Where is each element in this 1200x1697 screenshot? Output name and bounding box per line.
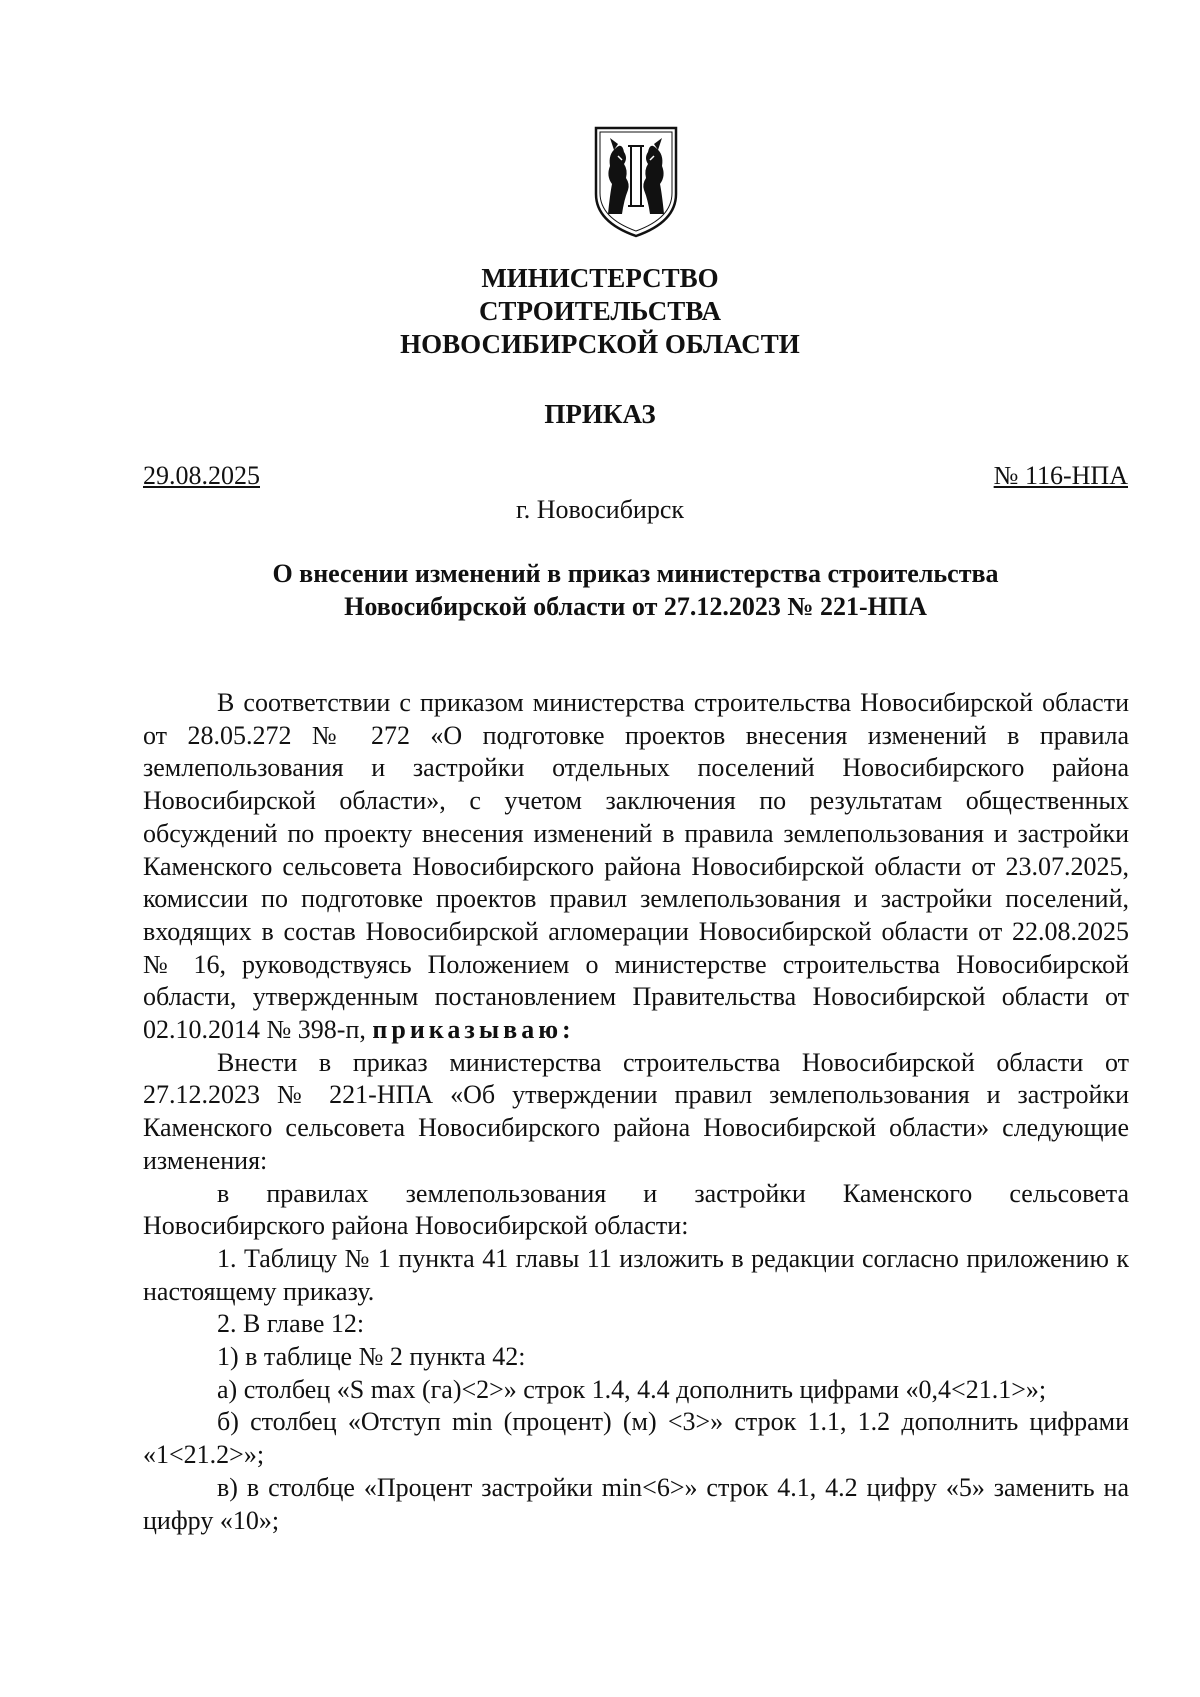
ministry-name-line-2: СТРОИТЕЛЬСТВА — [478, 296, 722, 326]
document-number: № 116-НПА — [993, 461, 1128, 490]
paragraph-subitem-b: б) столбец «Отступ min (процент) (м) <3>» строк 1.1, 1.2 дополнить цифрами «1<21.2>»; — [143, 1407, 1129, 1470]
paragraph-subitem-1: 1) в таблице № 2 пункта 42: — [217, 1342, 526, 1372]
paragraph-item-2: 2. В главе 12: — [217, 1309, 365, 1339]
paragraph-rules: в правилах землепользования и застройки Каменского сельсовета Новосибирского района Новосибирской области: — [143, 1178, 1129, 1241]
ministry-header — [0, 262, 1200, 361]
paragraph-preamble — [143, 687, 1129, 1047]
document-type: ПРИКАЗ — [544, 399, 656, 429]
document-title-line-1: О внесении изменений в приказ министерства строительства — [272, 559, 999, 588]
ministry-name-line-3: НОВОСИБИРСКОЙ ОБЛАСТИ — [400, 329, 800, 359]
preamble-text: В соответствии с приказом министерства строительства Новосибирской области от 28.05.272 № 272 «О подготовке проектов внесения изменений в правила землепользования и застройки отдельных поселений Новосибирского района Новосибирской области», с учетом заключения по результатам общественных обсуждений по проекту внесения изменений в правила землепользования и застройки Каменского сельсовета Новосибирского района Новосибирской области от 23.07.2025, комиссии по подготовке проектов правил землепользования и застройки поселений, входящих в состав Новосибирской агломерации Новосибирской области от 22.08.2025 № 16, руководствуясь Положением о министерстве строительства Новосибирской области, утвержденным постановлением Правительства Новосибирской области от 02.10.2014 № 398-п, — [143, 688, 1129, 1045]
document-title — [143, 557, 1128, 623]
paragraph-subitem-c: в) в столбце «Процент застройки min<6>» строк 4.1, 4.2 цифру «5» заменить на цифру «10»; — [143, 1472, 1129, 1535]
document-date: 29.08.2025 — [143, 461, 260, 490]
paragraph-item-1: 1. Таблицу № 1 пункта 41 главы 11 изложить в редакции согласно приложению к настоящему приказу. — [143, 1243, 1129, 1306]
document-city: г. Новосибирск — [515, 495, 685, 524]
coat-of-arms-icon — [588, 124, 684, 240]
order-keyword: приказываю: — [372, 1015, 575, 1045]
document-title-line-2: Новосибирской области от 27.12.2023 № 221-НПА — [344, 592, 927, 621]
paragraph-amend: Внести в приказ министерства строительства Новосибирской области от 27.12.2023 № 221-НПА «Об утверждении правил землепользования и застройки Каменского сельсовета Новосибирского района Новосибирской области» следующие изменения: — [143, 1047, 1129, 1175]
ministry-name-line-1: МИНИСТЕРСТВО — [481, 263, 719, 293]
document-body — [143, 687, 1129, 1537]
paragraph-subitem-a: а) столбец «S max (га)<2>» строк 1.4, 4.4 дополнить цифрами «0,4<21.1>»; — [217, 1374, 1047, 1404]
